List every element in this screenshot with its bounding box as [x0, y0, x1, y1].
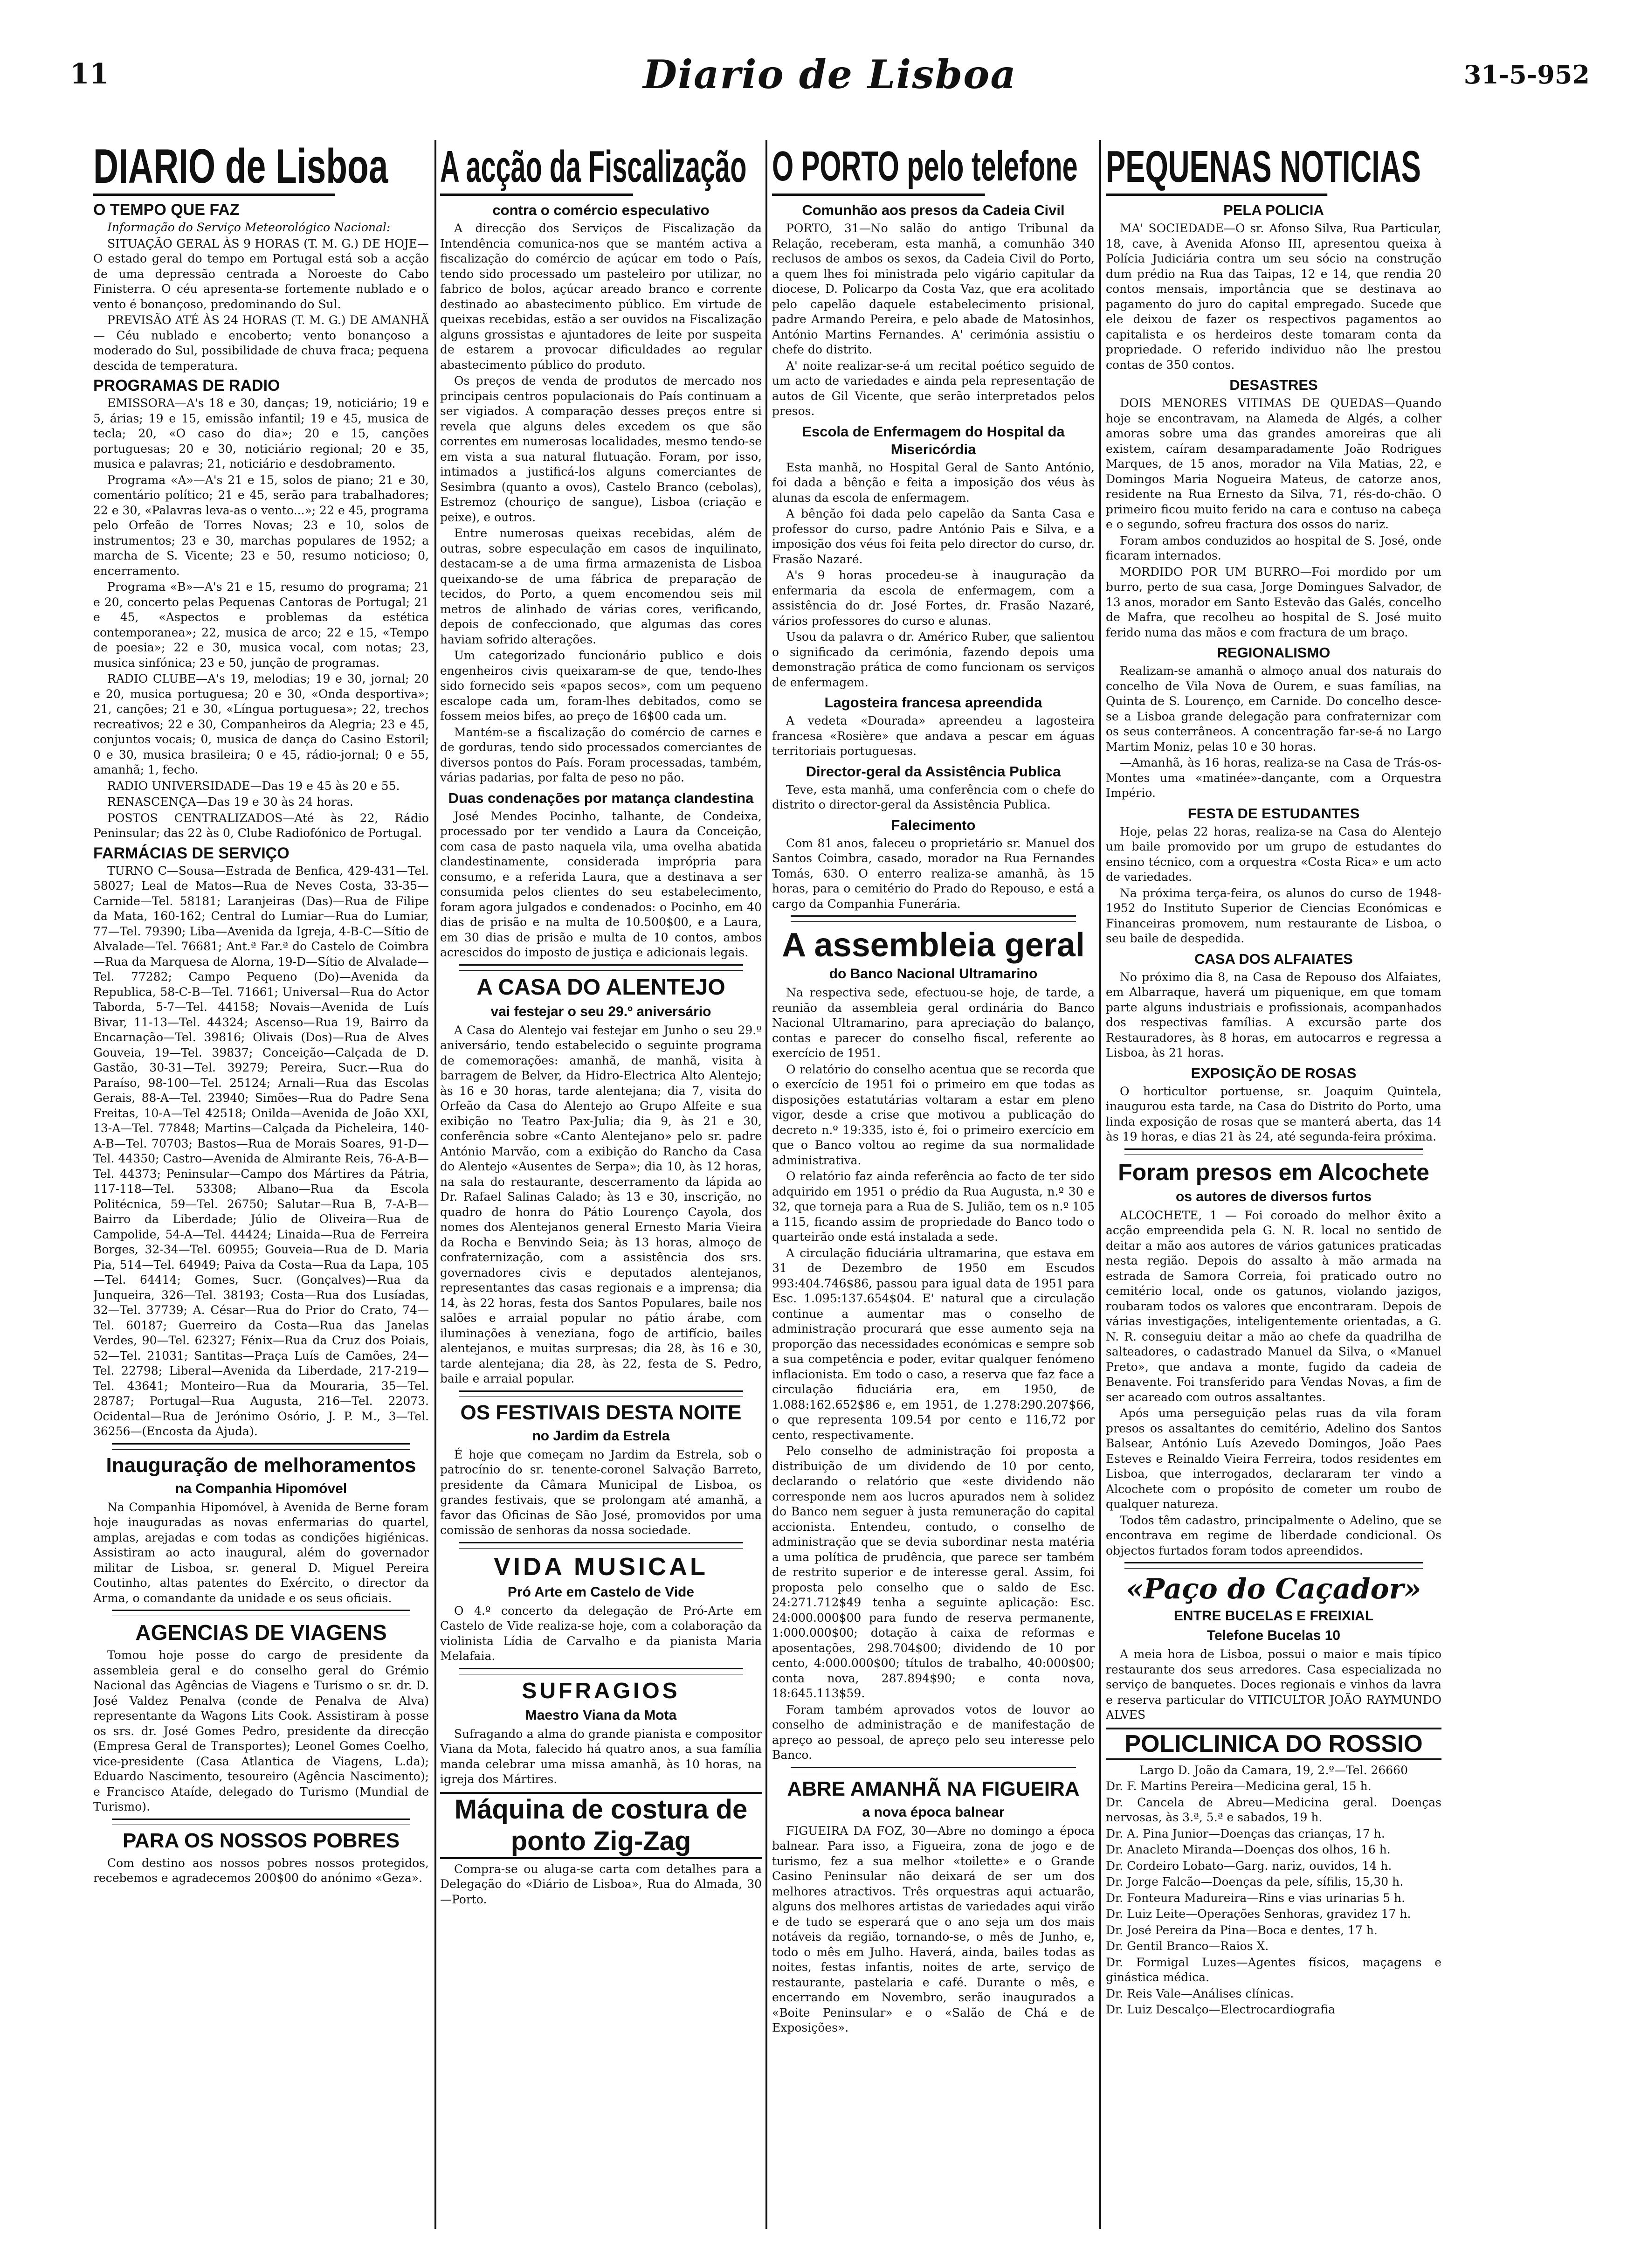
assembly-subtitle: do Banco Nacional Ultramarino: [829, 966, 1038, 982]
separator: [1124, 1148, 1423, 1155]
inspection-subtitle: contra o comércio especulativo: [492, 202, 710, 218]
death-notice-title: Falecimento: [891, 816, 976, 833]
inspection-text: Os preços de venda de produtos de mercado nos principais centros populacionais do País continuam a ser vigiados. A comparação desses preços entre si revela que alguns deles excedem os que são correntes em numerosas localidades, mesmo tendo-se em vista a sua natural flutuação. Foram, por isso, intimados a justificá-los alguns comerciantes de Sesimbra (quanto a ovos), Castelo Branco (cebolas), Estremoz (chouriço de sangue), Lisboa (criação e peixe), e outros.: [440, 374, 762, 524]
radio-paragraph: Programa «A»—A's 21 e 15, solos de piano; 21 e 30, comentário político; 21 e 45, serão para trabalhadores; 22 e 30, «Palavras leva-as o vento...»; 22 e 45, programa pelo Orfeão de Torres Novas; 23 e 10, solos de instrumentos; 23 e 30, marchas populares de 1952; a marcha de S. Vicente; 23 e 50, resumo noticioso; 0, encerramento.: [93, 473, 429, 578]
inauguration-subtitle: na Companhia Hipomóvel: [175, 1480, 347, 1496]
inauguration-text: Na Companhia Hipomóvel, à Avenida de Berne foram hoje inauguradas as novas enfermarias do quartel, amplas, arejadas e com todas as condições higiénicas. Assistiram ao acto inaugural, além do governador militar de Lisboa, sr. general D. Miguel Pereira Coutinho, altas patentes do Exército, o director da Arma, o comandante da unidade e os seus oficiais.: [93, 1500, 429, 1605]
festivals-title: OS FESTIVAIS DESTA NOITE: [460, 1401, 742, 1424]
poor-text: Com destino aos nossos pobres nossos protegidos, recebemos e agradecemos 200$00 do anónimo «Geza».: [93, 1856, 429, 1885]
policlinica-line: Dr. Luiz Leite—Operações Senhoras, gravidez 17 h.: [1106, 1907, 1411, 1921]
policlinica-line: Dr. Reis Vale—Análises clínicas.: [1106, 1986, 1294, 2000]
accidents-text: Foram ambos conduzidos ao hospital de S. José, onde ficaram internados.: [1106, 533, 1441, 562]
issue-date: 31-5-952: [1463, 60, 1590, 90]
assembly-title: A assembleia geral: [782, 927, 1085, 964]
regionalism-title: REGIONALISMO: [1217, 644, 1331, 661]
director-text: Teve, esta manhã, uma conferência com o chefe do distrito o director-geral da Assistência Publica.: [772, 782, 1095, 811]
separator: [1124, 1562, 1423, 1569]
separator: [459, 1668, 743, 1674]
separator: [459, 1542, 743, 1549]
accidents-text: DOIS MENORES VITIMAS DE QUEDAS—Quando hoje se encontravam, na Alameda de Algés, a colher amoras sobre uma das grandes amoreiras que ali existem, caíram desamparadamente João Rodrigues Marques, de 15 anos, morador na Vila Matias, 22, e Domingos Maria Nogueira Mateus, de catorze anos, residente na Rua Ernesto da Silva, 71, rés-do-chão. O primeiro ficou muito ferido na cara e contuso na cabeça e o segundo, sofreu fractura dos ossos do nariz.: [1106, 396, 1441, 531]
radio-paragraph: POSTOS CENTRALIZADOS—Até às 22, Rádio Peninsular; das 22 às 0, Clube Radiofónico de Portugal.: [93, 811, 429, 840]
alcochete-text: Após uma perseguição pelas ruas da vila foram presos os assaltantes do cemitério, Adelino dos Santos Balsear, António Luís Azevedo Domingos, João Paes Esteves e Reinaldo Vieira Ferreira, todos residentes em Lisboa, que interrogados, declararam ter vindo a Alcochete com o propósito de cometer um roubo de qualquer natureza.: [1106, 1406, 1441, 1511]
figueira-subtitle: a nova época balnear: [862, 1804, 1005, 1820]
suffrages-subtitle: Maestro Viana da Mota: [525, 1707, 677, 1723]
inspection-text: Entre numerosas queixas recebidas, além de outras, sobre especulação em casos de inquilinato, destacam-se a de uma firma armazenista de Lisboa queixando-se de uma fábrica de preparação de tecidos, do Porto, a quem encomendou seis mil metros de alinhado de várias cores, verificando, depois de confeccionado, que algumas das cores haviam sofrido alterações.: [440, 526, 762, 646]
separator: [459, 1390, 743, 1397]
assembly-text: Pelo conselho de administração foi proposta a distribuição de um dividendo de 10 por cento, declarando o relatório que «este dividendo não corresponde nem aos lucros apurados nem à solidez do Banco nem seguer à justa remuneração do capital accionista. Entendeu, contudo, o conselho de administração que se devia subordinar nesta matéria a uma política de prudência, que parece ser também de restrito superior e de interesse geral. Assim, foi proposta pelo conselho que o saldo de Esc. 24:271.712$49 tenha a seguinte aplicação: Esc. 24:000.000$00 para fundo de reserva permanente, 1:000.000$00; dotação à caixa de reformas e aposentações, 298.704$00; dividendo de 10 por cento, 4:000.000$00; títulos de trabalho, 40:000$00; conta nova, 287.894$90; e conta nova, 18:645.113$59.: [772, 1444, 1095, 1700]
column-divider: [1099, 140, 1101, 2229]
policlinica-list: [1106, 1779, 1441, 2018]
inspection-text: Mantém-se a fiscalização do comércio de carnes e de gorduras, tendo sido processados comerciantes de diversos pontos do País. Foram processadas, também, várias padarias, por falta de peso no pão.: [440, 725, 762, 784]
inspection-text: Um categorizado funcionário publico e dois engenheiros civis queixaram-se de que, tendo-lhes sido fornecido seis «papos secos», com um pequeno escalope cada um, foram-lhes debitados, como se fossem meios bifes, ao preço de 16$00 cada um.: [440, 649, 762, 723]
radio-paragraph: Programa «B»—A's 21 e 15, resumo do programa; 21 e 20, concerto pelas Pequenas Cantoras de Portugal; 21 e 45, «Aspectos e problemas da estética contemporanea»; 22, musica de arco; 22 e 15, «Tempo de poesia»; 22 e 30, musica vocal, com notas; 23, musica sinfónica; 23 e 50, junção de programas.: [93, 580, 429, 670]
communion-text: A' noite realizar-se-á um recital poético seguido de um acto de variedades e ainda pela representação de autos de Gil Vicente, que serão interpretados pelos presos.: [772, 359, 1095, 418]
inspection-text: A direcção dos Serviços de Fiscalização da Intendência comunica-nos que se mantém activa a fiscalização do comércio de açúcar em todo o País, tendo sido processado um pasteleiro por utilizar, no fabrico de bolos, açúcar areado branco e corrente destinado ao abastecimento público. Em virtude de queixas recebidas, estão a ser ouvidos na Fiscalização alguns grossistas e ajuntadores de leite por suspeita de estarem a provocar dificuldades ao regular abastecimento público do produto.: [440, 221, 762, 372]
convictions-text: José Mendes Pocinho, talhante, de Condeixa, processado por ter vendido a Laura da Conceição, com casa de pasto naquela vila, uma ovelha abatida clandestinamente, considerada imprópria para consumo, e a referida Laura, que a destinava a ser consumida pelos clientes do seu estabelecimento, foram agora julgados e condenados: o Pocinho, em 40 dias de prisão e na multa de 10.500$00, e a Laura, em 30 dias de prisão e multa de 10 contos, ambos acrescidos do imposto de justiça e adicionais legais.: [440, 809, 762, 959]
music-text: O 4.º concerto da delegação de Pró-Arte em Castelo de Vide realiza-se hoje, com a colaboração da violinista Lídia de Carvalho e da pianista Maria Melafaia.: [440, 1604, 762, 1663]
regionalism-text: —Amanhã, às 16 horas, realiza-se na Casa de Trás-os-Montes uma «matinée»-dançante, com a Orquestra Império.: [1106, 756, 1441, 800]
column-divider: [765, 140, 767, 2229]
suffrages-title: SUFRAGIOS: [522, 1678, 680, 1703]
policlinica-address: Largo D. João da Camara, 19, 2.º—Tel. 26660: [1139, 1763, 1408, 1777]
column-3: [772, 140, 1095, 2224]
convictions-title: Duas condenações por matança clandestina: [448, 789, 754, 806]
accidents-text: MORDIDO POR UM BURRO—Foi mordido por um burro, perto de sua casa, Jorge Domingues Salvador, de 13 anos, morador em Santo Estevão das Galés, concelho de Mafra, que recolheu ao hospital de S. José muito ferido numa das mãos e com fractura de um braço.: [1106, 565, 1441, 639]
assembly-text: O relatório do conselho acentua que se recorda que o exercício de 1951 foi o primeiro em que todas as disposições estatutárias voltaram a estar em pleno vigor, desde a crise que motivou a publicação do decreto n.º 19:335, isto é, foi o primeiro exercício em que o Banco voltou ao regime da sua normalidade administrativa.: [772, 1062, 1095, 1167]
police-title: PELA POLICIA: [1223, 202, 1324, 218]
policlinica-line: Dr. José Pereira da Pina—Boca e dentes, 17 h.: [1106, 1923, 1378, 1937]
policlinica-line: Dr. A. Pina Junior—Doenças das crianças, 17 h.: [1106, 1826, 1385, 1840]
separator: [112, 1610, 410, 1616]
pharmacies-list: TURNO C—Sousa—Estrada de Benfica, 429-431—Tel. 58027; Leal de Matos—Rua de Neves Costa, 33-35—Carnide—Tel. 58181; Laranjeiras (Das)—Rua de Filipe da Mata, 160-162; Central do Lumiar—Rua do Lumiar, 77—Tel. 79390; Liba—Avenida da Igreja, 4-B-C—Sítio de Alvalade—Tel. 76681; Ant.ª Far.ª do Castelo de Coimbra—Rua da Marquesa de Alorna, 19-D—Sítio de Alvalade—Tel. 77282; Campo Pequeno (Do)—Avenida da Republica, 58-C-B—Tel. 71661; Universal—Rua do Actor Taborda, 5-7—Tel. 44158; Novais—Avenida de Luís Bivar, 11-13—Tel. 44324; Ascenso—Rua 19, Bairro da Encarnação—Tel. 39816; Olivais (Dos)—Rua de Alves Gouveia, 19—Tel. 39837; Conceição—Calçada de D. Gastão, 30-31—Tel. 39279; Pereira, Sucr.—Rua do Paraíso, 98-100—Tel. 25124; Arnali—Rua das Escolas Gerais, 88-A—Tel. 23940; Simões—Rua do Padre Sena Freitas, 10-A—Tel 42518; Onilda—Avenida de João XXI, 13-A—Tel. 77848; Martins—Calçada da Picheleira, 140-A-B—Tel. 70703; Bastos—Rua de Morais Soares, 91-D—Tel. 44350; Castro—Avenida de Almirante Reis, 76-A-B—Tel. 44373; Peninsular—Campo dos Mártires da Pátria, 117-118—Tel. 53308; Albano—Rua da Escola Politécnica, 59—Tel. 26750; Salutar—Rua B, 7-A-B—Bairro da Liberdade; Júlio de Oliveira—Rua de Campolide, 54-A—Tel. 44424; Linaida—Rua de Ferreira Borges, 32-34—Tel. 60955; Gouveia—Rua de D. Maria Pia, 514—Tel. 64949; Paiva da Costa—Rua da Lapa, 105—Tel. 64414; Gomes, Sucr. (Gonçalves)—Rua da Junqueira, 326—Tel. 38193; Costa—Rua dos Lusíadas, 32—Tel. 37739; A. César—Rua do Prior do Crato, 74—Tel. 60187; Guerreiro da Costa—Rua das Janelas Verdes, 90—Tel. 62327; Fénix—Rua da Cruz dos Poiais, 52—Tel. 21031; Santitas—Praça Luís de Camões, 24—Tel. 22798; Liberal—Avenida da Liberdade, 217-219—Tel. 43641; Monteiro—Rua da Mouraria, 35—Tel. 28787; Portugal—Rua Augusta, 216—Tel. 22073. Ocidental—Rua de Jerónimo Osório, J. P. M., 3—Tel. 36256—(Encosta da Ajuda).: [93, 864, 429, 1438]
communion-title: Comunhão aos presos da Cadeia Civil: [802, 202, 1065, 218]
newspaper-masthead: Diario de Lisboa: [643, 51, 1017, 97]
nursing-school-text: Esta manhã, no Hospital Geral de Santo António, foi dada a bênção e feita a imposição dos véus às alunas da escola de enfermagem.: [772, 460, 1095, 505]
assembly-text: O relatório faz ainda referência ao facto de ter sido adquirido em 1951 o prédio da Rua Augusta, n.º 30 e 32, que torneja para a Rua de S. Julião, tem os n.º 105 a 115, ficando assim de propriedade do Banco todo o quarteirão onde está instalada a sede.: [772, 1169, 1095, 1244]
nursing-school-text: Usou da palavra o dr. Américo Ruber, que salientou o significado da cerimónia, fazendo depois uma demonstração prática de como funcionam os serviços de enfermagem.: [772, 630, 1095, 689]
festivals-text: É hoje que começam no Jardim da Estrela, sob o patrocínio do sr. tenente-coronel Salvação Barreto, presidente da Câmara Municipal de Lisboa, os grandes festivais, que se prolongam até amanhã, a favor das Oficinas de São José, promovidos por uma comissão de senhoras da nossa sociedade.: [440, 1447, 762, 1537]
accidents-title: DESASTRES: [1229, 377, 1318, 393]
weather-title: O TEMPO QUE FAZ: [93, 201, 240, 219]
paco-cacador-ad-subtitle: ENTRE BUCELAS E FREIXIAL: [1173, 1608, 1374, 1624]
separator: [112, 1443, 410, 1450]
policlinica-line: Dr. F. Martins Pereira—Medicina geral, 15 h.: [1106, 1779, 1372, 1793]
radio-paragraph: EMISSORA—A's 18 e 30, danças; 19, noticiário; 19 e 5, árias; 19 e 15, emissão infantil; 19 e 45, musica de tecla; 20, «O caso do dia»; 20 e 15, canções portuguesas; 20 e 30, noticiário regional; 20 e 35, musica e palavras; 21, noticiário e desdobramento.: [93, 396, 429, 470]
alentejo-text: A Casa do Alentejo vai festejar em Junho o seu 29.º aniversário, tendo estabelecido o seguinte programa de comemorações: amanhã, de manhã, visita à barragem de Belver, da Hidro-Electrica Alto Alentejo; às 16 e 30 horas, tarde alentejana; dia 7, visita do Orfeão da Casa do Alentejo ao Grupo Alfeite e sua exibição no Teatro Pax-Julia; dia 9, às 21 e 30, conferência sobre «Canto Alentejano» pelo sr. padre António Marvão, com a exibição do Rancho da Casa do Alentejo «Ausentes de Serpa»; dia 10, às 12 horas, na sala do restaurante, descerramento da lápida ao Dr. Rafael Salinas Calado; às 13 e 30, inscrição, no quadro de honra do Pátio Lourenço Cayola, dos nomes dos Alentejanos general Ernesto Maria Vieira da Rocha e Benvindo Seia; às 13 horas, almoço de confraternização, com a assistência dos srs. governadores civis e deputados alentejanos, representantes das casas regionais e a imprensa; dia 14, às 22 horas, festa dos Santos Populares, baile nos salões e arraial popular no pátio árabe, com iluminações à veneziana, fogo de artifício, bailes alentejanos, e muitas surpresas; dia 28, às 16 e 30, tarde alentejana; dia 28, às 22, festa de S. Pedro, baile e arraial popular.: [440, 1023, 762, 1385]
regionalism-text: Realizam-se amanhã o almoço anual dos naturais do concelho de Vila Nova de Ourem, e suas famílias, na Quinta de S. Lourenço, em Carnide. Do concelho desce-se a Lisboa grande delegação para confraternizar com os seus conterrâneos. A concentração far-se-á no Largo Martim Moniz, pelas 10 e 30 horas.: [1106, 664, 1441, 754]
roses-text: O horticultor portuense, sr. Joaquim Quintela, inaugurou esta tarde, na Casa do Distrito do Porto, uma linda exposição de rosas que se manterá aberta, das 14 às 19 horas, e dias 21 às 24, até segunda-feira próxima.: [1106, 1084, 1441, 1143]
nursing-school-text: A's 9 horas procedeu-se à inauguração da enfermaria da escola de enfermagem, com a assistência do dr. José Fortes, dr. Frasão Nazaré, vários professores do curso e alunas.: [772, 568, 1095, 628]
students-party-title: FESTA DE ESTUDANTES: [1187, 805, 1360, 822]
communion-text: PORTO, 31—No salão do antigo Tribunal da Relação, receberam, esta manhã, a comunhão 340 reclusos de ambos os sexos, da Cadeia Civil do Porto, a quem lhes foi ministrada pelo vigário capitular da diocese, D. Policarpo da Costa Vaz, que era acolitado pelo capelão daquele estabelecimento prisional, padre Armando Pereira, e pelo abade de Matosinhos, António Martins Fernandes. A' cerimónia assistiu o chefe do distrito.: [772, 221, 1095, 356]
police-text: MA' SOCIEDADE—O sr. Afonso Silva, Rua Particular, 18, cave, à Avenida Afonso III, apresentou queixa à Polícia Judiciária contra um seu sócio na construção dum prédio na Rua das Taipas, 12 e 14, que rendia 20 contos mensais, importância que se destinava ao pagamento do juro do capital empregado. Sucede que ele deixou de fazer os respectivos pagamentos ao capitalista e os herdeiros deste tomaram conta da propriedade. O referido individuo não lhe prestou contas de 350 contos.: [1106, 221, 1441, 372]
music-subtitle: Pró Arte em Castelo de Vide: [507, 1584, 695, 1600]
column-4: [1106, 140, 1441, 2224]
students-party-text: Hoje, pelas 22 horas, realiza-se na Casa do Alentejo um baile promovido por um grupo de estudantes do ensino técnico, com a orquestra «Costa Rica» e um acto de variedades.: [1106, 824, 1441, 884]
pharmacies-title: FARMÁCIAS DE SERVIÇO: [93, 844, 290, 862]
alentejo-subtitle: vai festejar o seu 29.º aniversário: [490, 1003, 711, 1019]
paco-cacador-ad-text: A meia hora de Lisboa, possui o maior e mais típico restaurante dos seus arredores. Casa especializada no serviço de banquetes. Doces regionais e vinhos da lavra e reserva particular do VITICULTOR JOÃO RAYMUNDO ALVES: [1106, 1647, 1441, 1722]
section-masthead: DIARIO de Lisboa: [93, 140, 335, 196]
students-party-text: Na próxima terça-feira, os alunos do curso de 1948-1952 do Instituto Superior de Ciencias Económicas e Financeiras promovem, num restaurante de Lisboa, o seu baile de despedida.: [1106, 886, 1441, 945]
paco-cacador-ad-title: «Paço do Caçador»: [1126, 1573, 1421, 1605]
section-masthead: PEQUENAS NOTICIAS: [1106, 140, 1327, 196]
page-number: 11: [70, 58, 109, 90]
assembly-text: A circulação fiduciária ultramarina, que estava em 31 de Dezembro de 1950 em Escudos 993:404.746$86, passou para igual data de 1951 para Esc. 1.095:137.654$04. E' natural que a circulação continue a aumentar mas o conselho de administração procurará que esse aumento seja na proporção das necessidades económicas e sempre sob a sua competência e poder, evitar qualquer fenómeno inflacionista. Em todo o caso, a reserva que faz face a circulação fiduciária era, em 1950, de 1.088:162.652$86 e, em 1951, de 1.278:290.207$66, o que representa 109.54 por cento e 116,72 por cento, respectivamente.: [772, 1246, 1095, 1442]
column-divider: [434, 140, 436, 2229]
column-1: [93, 140, 429, 2224]
alcochete-subtitle: os autores de diversos furtos: [1175, 1189, 1372, 1204]
separator: [791, 915, 1076, 922]
alentejo-title: A CASA DO ALENTEJO: [476, 975, 725, 1000]
radio-paragraph: RADIO CLUBE—A's 19, melodias; 19 e 30, jornal; 20 e 20, musica portuguesa; 20 e 30, «Onda desportiva»; 21, canções; 21 e 30, «Língua portuguesa»; 22, trechos recreativos; 22 e 30, Companheiros da Alegria; 23 e 45, conjuntos vocais; 0, musica de dança do Casino Estoril; 0 e 30, musica brasileira; 0 e 45, rádio-jornal; 0 e 55, amanhã; 1, fecho.: [93, 672, 429, 776]
radio-paragraph: RADIO UNIVERSIDADE—Das 19 e 45 às 20 e 55.: [107, 779, 400, 793]
suffrages-text: Sufragando a alma do grande pianista e compositor Viana da Mota, falecido há quatro anos, a sua família manda celebrar uma missa amanhã, às 10 horas, na igreja dos Mártires.: [440, 1727, 762, 1786]
policlinica-line: Dr. Cordeiro Lobato—Garg. nariz, ouvidos, 14 h.: [1106, 1859, 1392, 1873]
alcochete-text: Todos têm cadastro, principalmente o Adelino, que se encontrava em regime de liberdade condicional. Os objectos furtados foram todos apreendidos.: [1106, 1513, 1441, 1557]
policlinica-line: Dr. Gentil Branco—Raios X.: [1106, 1939, 1269, 1953]
figueira-title: ABRE AMANHÃ NA FIGUEIRA: [787, 1777, 1080, 1800]
agencies-text: Tomou hoje posse do cargo de presidente da assembleia geral e do conselho geral do Grémio Nacional das Agências de Viagens e Turismo o sr. dr. D. José Valdez Penalva (conde de Penalva de Alva) representante da Wagons Lits Cook. Assistiram à posse os srs. dr. José Gomes Pedro, presidente da direcção (Empresa Geral de Transportes); Leonel Gomes Coelho, vice-presidente (Casa Atlantica de Viagens, L.da); Eduardo Nascimento, tesoureiro (Agência Nascimento); e Francisco Ataíde, delegado do Turismo (Mundial de Turismo).: [93, 1648, 429, 1813]
policlinica-line: Dr. Anacleto Miranda—Doenças dos olhos, 16 h.: [1106, 1843, 1391, 1856]
nursing-school-text: A bênção foi dada pelo capelão da Santa Casa e professor do curso, padre António Pais e Silva, e a imposição dos véus foi feita pelo director do curso, dr. Frasão Nazaré.: [772, 507, 1095, 566]
sewing-machine-ad-text: Compra-se ou aluga-se carta com detalhes para a Delegação do «Diário de Lisboa», Rua do Almada, 30—Porto.: [440, 1862, 762, 1906]
page-header: [70, 51, 1590, 103]
assembly-text: Foram também aprovados votos de louvor ao conselho de administração e de manifestação de apreço ao pessoal, de apreço pelo seu interesse pelo Banco.: [772, 1702, 1095, 1762]
death-notice-text: Com 81 anos, faleceu o proprietário sr. Manuel dos Santos Coimbra, casado, morador na Rua Fernandes Tomás, 630. O enterro realiza-se amanhã, às 15 horas, para o cemitério do Prado do Repouso, e está a cargo da Companhia Funerária.: [772, 836, 1095, 911]
separator: [459, 964, 743, 971]
assembly-text: Na respectiva sede, efectuou-se hoje, de tarde, a reunião da assembleia geral ordinária do Banco Nacional Ultramarino, para apreciação do balanço, contas e parecer do conselho fiscal, referente ao exercício de 1951.: [772, 986, 1095, 1060]
lobster-boat-text: A vedeta «Dourada» apreendeu a lagosteira francesa «Rosière» que andava a pescar em águas territoriais portuguesas.: [772, 714, 1095, 758]
weather-source: Informação do Serviço Meteorológico Nacional:: [107, 221, 391, 234]
policlinica-ad-title: POLICLINICA DO ROSSIO: [1106, 1728, 1441, 1760]
section-masthead: O PORTO pelo telefone: [772, 140, 985, 196]
agencies-title: AGENCIAS DE VIAGENS: [135, 1620, 387, 1645]
tailors-title: CASA DOS ALFAIATES: [1194, 950, 1353, 967]
music-title: VIDA MUSICAL: [494, 1552, 708, 1581]
policlinica-line: Dr. Formigal Luzes—Agentes físicos, maçagens e ginástica médica.: [1106, 1955, 1441, 1984]
paco-cacador-ad-phone: Telefone Bucelas 10: [1207, 1628, 1341, 1643]
policlinica-line: Dr. Cancela de Abreu—Medicina geral. Doenças nervosas, às 3.ª, 5.ª e sabados, 19 h.: [1106, 1795, 1441, 1824]
weather-forecast: PREVISÃO ATÉ ÀS 24 HORAS (T. M. G.) DE AMANHÃ — Céu nublado e encoberto; vento bonançoso a moderado do Sul, possibilidade de chuva fraca; pequena descida de temperatura.: [93, 313, 429, 373]
lobster-boat-title: Lagosteira francesa apreendida: [824, 694, 1042, 711]
poor-title: PARA OS NOSSOS POBRES: [122, 1829, 400, 1852]
section-masthead: A acção da Fiscalização: [440, 140, 633, 196]
radio-title: PROGRAMAS DE RADIO: [93, 377, 280, 394]
alcochete-title: Foram presos em Alcochete: [1118, 1159, 1429, 1185]
policlinica-line: Dr. Jorge Falcão—Doenças da pele, sífilis, 15,30 h.: [1106, 1875, 1404, 1888]
inauguration-title: Inauguração de melhoramentos: [106, 1453, 416, 1477]
director-title: Director-geral da Assistência Publica: [806, 763, 1061, 780]
roses-title: EXPOSIÇÃO DE ROSAS: [1191, 1065, 1357, 1081]
policlinica-line: Dr. Fonteura Madureira—Rins e vias urinarias 5 h.: [1106, 1891, 1406, 1905]
tailors-text: No próximo dia 8, na Casa de Repouso dos Alfaiates, em Albarraque, haverá um piquenique, em que tomam parte alguns industriais e profissionais, acompanhados dos respectivas famílias. A excursão parte dos Restauradores, às 8 horas, em autocarros e regressa a Lisboa, às 21 horas.: [1106, 970, 1441, 1059]
festivals-subtitle: no Jardim da Estrela: [532, 1428, 670, 1444]
weather-situation: SITUAÇÃO GERAL ÀS 9 HORAS (T. M. G.) DE HOJE—O estado geral do tempo em Portugal está sob a acção de uma depressão centrada a Noroeste do Cabo Finisterra. O céu apresenta-se fortemente nublado e o vento é bonançoso, predominando do Sul.: [93, 236, 429, 311]
sewing-machine-ad-title: Máquina de costura de ponto Zig-Zag: [440, 1792, 762, 1859]
policlinica-line: Dr. Luiz Descalço—Electrocardiografia: [1106, 2003, 1336, 2016]
column-2: [440, 140, 762, 2224]
figueira-text: FIGUEIRA DA FOZ, 30—Abre no domingo a época balnear. Para isso, a Figueira, zona de jogo e de turismo, fez a sua melhor «toilette» e o Grande Casino Peninsular não deixará de ser um dos melhores atractivos. Três orquestras aqui actuarão, alguns dos melhores artistas de variedades aqui virão e de tudo se esperará que o ano seja um dos mais notáveis da região, tornando-se, o mês de Junho, e, todo o mês em Julho. Haverá, ainda, bailes todas as noites, festas infantis, noites de arte, serviço de restaurante, pastelaria e café. Durante o mês, e encerrando em Novembro, serão inaugurados a «Boite Peninsular» e o «Salão de Chá e de Exposições».: [772, 1824, 1095, 2034]
separator: [112, 1819, 410, 1825]
nursing-school-title: Escola de Enfermagem do Hospital da Misericórdia: [802, 423, 1065, 457]
alcochete-text: ALCOCHETE, 1 — Foi coroado do melhor êxito a acção empreendida pela G. N. R. local no sentido de deitar a mão aos autores de vários gatunices praticadas nesta região. Depois do assalto à mão armada na estrada de Samora Correia, foi praticado outro no cemitério local, onde os gatunos, violando jazigos, roubaram todos os valores que encontraram. Depois de várias investigações, inteligentemente orientadas, a G. N. R. conseguiu deitar a mão ao chefe da quadrilha de salteadores, o cadastrado Manuel da Silva, o «Manuel Preto», que andava a monte, fugido da cadeia de Benavente. Foi transferido para Vendas Novas, a fim de ser acareado com outros assaltantes.: [1106, 1208, 1441, 1404]
radio-paragraph: RENASCENÇA—Das 19 e 30 às 24 horas.: [107, 795, 353, 809]
separator: [791, 1767, 1076, 1773]
